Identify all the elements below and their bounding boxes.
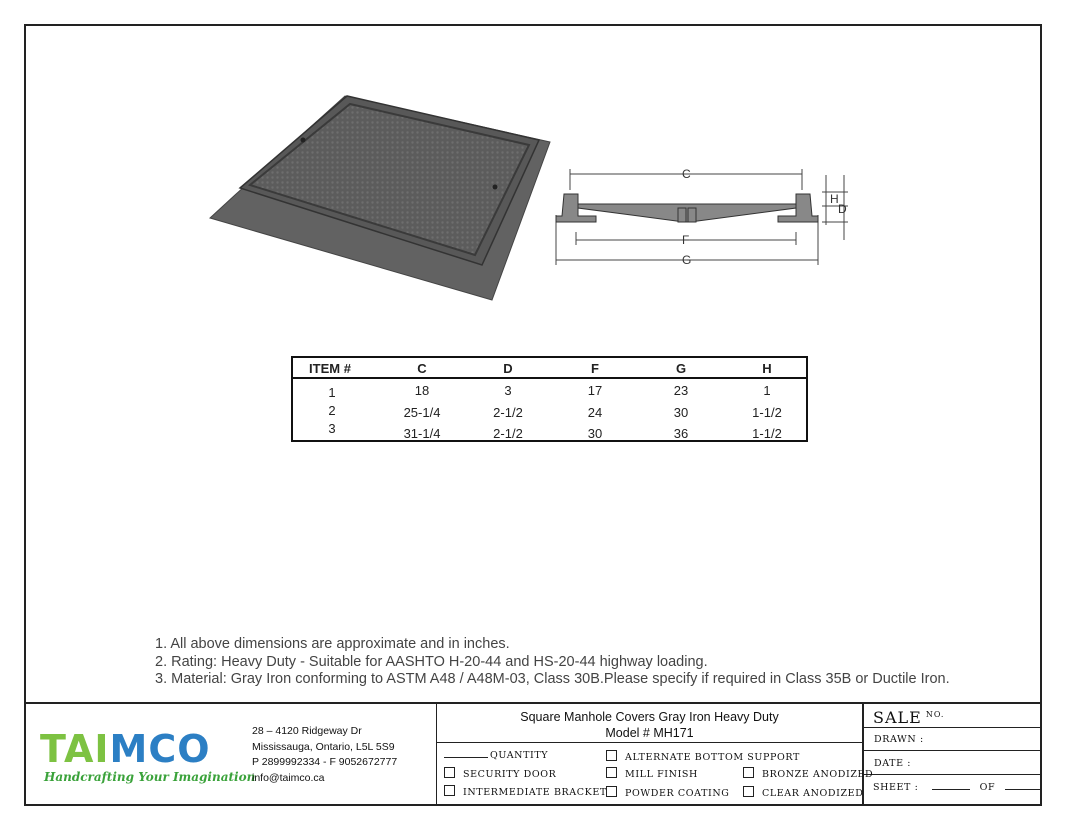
company-tagline: Handcrafting Your Imagination	[44, 770, 256, 784]
table-cell: 1	[328, 385, 336, 400]
company-logo: TAIMCO	[40, 727, 211, 771]
dim-h-label: H	[830, 192, 839, 206]
company-address	[252, 724, 397, 786]
checkbox-icon[interactable]	[606, 750, 617, 761]
checkbox-icon[interactable]	[606, 786, 617, 797]
header-c: C	[417, 361, 427, 376]
email: info@taimco.ca	[252, 771, 325, 784]
checkbox-icon[interactable]	[743, 767, 754, 778]
dim-c-label: C	[682, 167, 691, 181]
dim-d-label: D	[838, 202, 847, 216]
dimensions-table	[291, 356, 808, 442]
title-block-top-rule	[24, 702, 1042, 704]
table-cell: 1-1/2	[752, 426, 782, 441]
checkbox-security-door[interactable]: SECURITY DOOR	[444, 767, 556, 780]
drawn-label: DRAWN :	[874, 734, 924, 745]
table-cell: 18	[414, 383, 430, 398]
checkbox-icon[interactable]	[606, 767, 617, 778]
checkbox-intermediate-bracket[interactable]: INTERMEDIATE BRACKET	[444, 785, 607, 798]
table-cell: 30	[673, 405, 689, 420]
divider	[436, 742, 863, 743]
table-cell: 17	[587, 383, 603, 398]
checkbox-icon[interactable]	[743, 786, 754, 797]
manhole-cover-image	[205, 90, 555, 305]
notes	[155, 636, 950, 689]
product-title	[437, 709, 862, 741]
address-line-1: 28 – 4120 Ridgeway Dr	[252, 725, 362, 737]
dim-f-label: F	[682, 233, 690, 247]
checkbox-mill-finish[interactable]: MILL FINISH	[606, 767, 698, 780]
table-cell: 2-1/2	[493, 405, 523, 420]
checkbox-bronze-anodized[interactable]: BRONZE ANODIZED	[743, 767, 873, 780]
table-cell: 2	[328, 403, 336, 418]
header-g: G	[675, 361, 687, 376]
checkbox-icon[interactable]	[444, 767, 455, 778]
quantity-field[interactable]	[444, 750, 548, 761]
checkbox-powder-coating[interactable]: POWDER COATING	[606, 786, 729, 799]
note-1: 1. All above dimensions are approximate and in inches.	[155, 636, 510, 652]
table-cell: 1-1/2	[752, 405, 782, 420]
header-f: F	[591, 361, 599, 376]
table-cell: 2-1/2	[493, 426, 523, 441]
table-cell: 30	[587, 426, 603, 441]
phone-fax: P 2899992334 - F 9052672777	[252, 756, 398, 768]
checkbox-icon[interactable]	[444, 785, 455, 796]
model-number: Model # MH171	[605, 726, 694, 740]
header-h: H	[762, 361, 772, 376]
note-2: 2. Rating: Heavy Duty - Suitable for AASHTO H-20-44 and HS-20-44 highway loading.	[155, 653, 708, 670]
sale-label: SALE $^{NO.}$	[873, 708, 945, 727]
header-item: ITEM #	[309, 361, 351, 376]
header-d: D	[503, 361, 513, 376]
sheet-field: SHEET : OF	[873, 782, 1041, 793]
table-cell: 24	[587, 405, 603, 420]
table-cell: 25-1/4	[403, 405, 441, 420]
table-cell: 31-1/4	[403, 426, 441, 441]
checkbox-alternate-bottom-support[interactable]: ALTERNATE BOTTOM SUPPORT	[606, 750, 800, 763]
address-line-2: Mississauga, Ontario, L5L 5S9	[252, 740, 395, 753]
dim-g-label: G	[682, 253, 692, 267]
table-cell: 1	[763, 383, 771, 398]
date-label: DATE :	[874, 758, 912, 769]
divider	[863, 774, 1042, 775]
table-cell: 3	[504, 383, 512, 398]
product-name: Square Manhole Covers Gray Iron Heavy Duty	[520, 710, 779, 724]
table-cell: 23	[673, 383, 689, 398]
checkbox-clear-anodized[interactable]: CLEAR ANODIZED	[743, 786, 863, 799]
divider	[863, 750, 1042, 751]
quantity-label: QUANTITY	[490, 750, 549, 761]
cross-section-diagram	[550, 160, 860, 270]
table-cell: 3	[328, 421, 336, 436]
table-cell: 36	[673, 426, 689, 441]
note-3: 3. Material: Gray Iron conforming to ASTM A48 / A48M-03, Class 30B.Please specify if required in Class 35B or Ductile Iron.	[155, 671, 950, 687]
divider	[863, 727, 1042, 728]
